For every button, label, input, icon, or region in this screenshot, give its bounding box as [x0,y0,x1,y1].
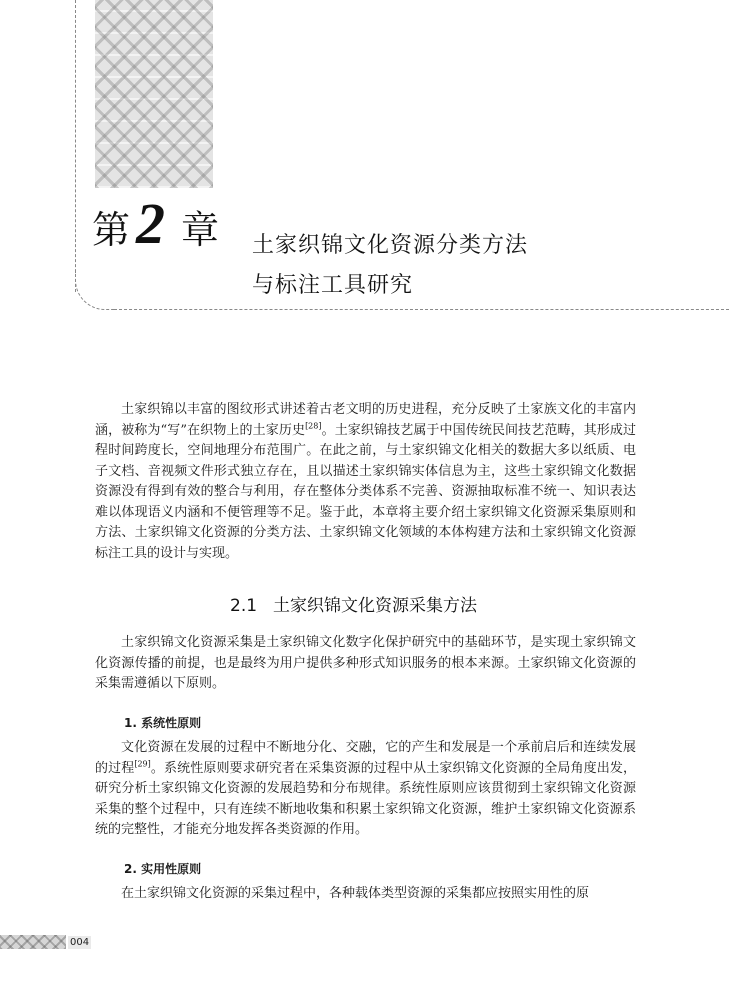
page-footer [0,934,94,950]
principle-1-paragraph [95,738,636,841]
chapter-title-line-2: 与标注工具研究 [252,273,414,298]
section-number: 2.1 [230,596,258,616]
principle-1-heading: 1. 系统性原则 [124,716,202,730]
principle-1-text-part1: 文化资源在发展的过程中不断地分化、交融，它的产生和发展是一个承前启后和连续发展的过程 [95,740,636,776]
section-heading [230,591,477,616]
chapter-suffix: 章 [181,208,220,252]
chapter-prefix: 第 [92,208,131,252]
header-frame-corner [75,272,115,310]
intro-text-part1: 土家织锦以丰富的图纹形式讲述着古老文明的历史进程，充分反映了土家族文化的丰富内涵，被称为“写”在织物上的土家历史 [95,402,636,438]
footer-pattern-image [0,935,66,949]
principle-2-heading: 2. 实用性原则 [124,862,202,876]
citation-ref-28: [28] [305,421,322,431]
page-number: 004 [70,936,90,948]
brocade-pattern-image [95,0,213,188]
header-frame-bottom-border [114,309,729,310]
section-intro-paragraph: 土家织锦文化资源采集是土家织锦文化数字化保护研究中的基础环节，是实现土家织锦文化资源传播的前提，也是最终为用户提供多种形式知识服务的根本来源。土家织锦文化资源的采集需遵循以下原则。 [95,635,636,691]
chapter-number: 2 [136,191,166,256]
principle-2-paragraph: 在土家织锦文化资源的采集过程中，各种载体类型资源的采集都应按照实用性的原 [121,886,590,901]
chapter-title-line-1: 土家织锦文化资源分类方法 [252,233,529,258]
chapter-title [252,226,528,306]
section-title: 土家织锦文化资源采集方法 [273,596,478,616]
citation-ref-29: [29] [134,759,151,769]
principle-1-text-part2: 。系统性原则要求研究者在采集资源的过程中从土家织锦文化资源的全局角度出发，研究分析土家织锦文化资源的发展趋势和分布规律。系统性原则应该贯彻到土家织锦文化资源采集的整个过程中，只有连续不断地收集和积累土家织锦文化资源，维护土家织锦文化资源系统的完整性，才能充分地发挥各类资源的作用。 [95,760,636,837]
chapter-label [92,190,219,256]
header-frame-left-border [75,0,76,292]
intro-text-part2: 。土家织锦技艺属于中国传统民间技艺范畴，其形成过程时间跨度长，空间地理分布范围广。在此之前，与土家织锦文化相关的数据大多以纸质、电子文档、音视频文件形式独立存在，且以描述土家织锦实体信息为主，这些土家织锦文化数据资源没有得到有效的整合与利用，存在整体分类体系不完善、资源抽取标准不统一、知识表达难以体现语义内涵和不便管理等不足。鉴于此，本章将主要介绍土家织锦文化资源采集原则和方法、土家织锦文化资源的分类方法、土家织锦文化领域的本体构建方法和土家织锦文化资源标注工具的设计与实现。 [95,422,636,561]
intro-paragraph [95,400,636,564]
